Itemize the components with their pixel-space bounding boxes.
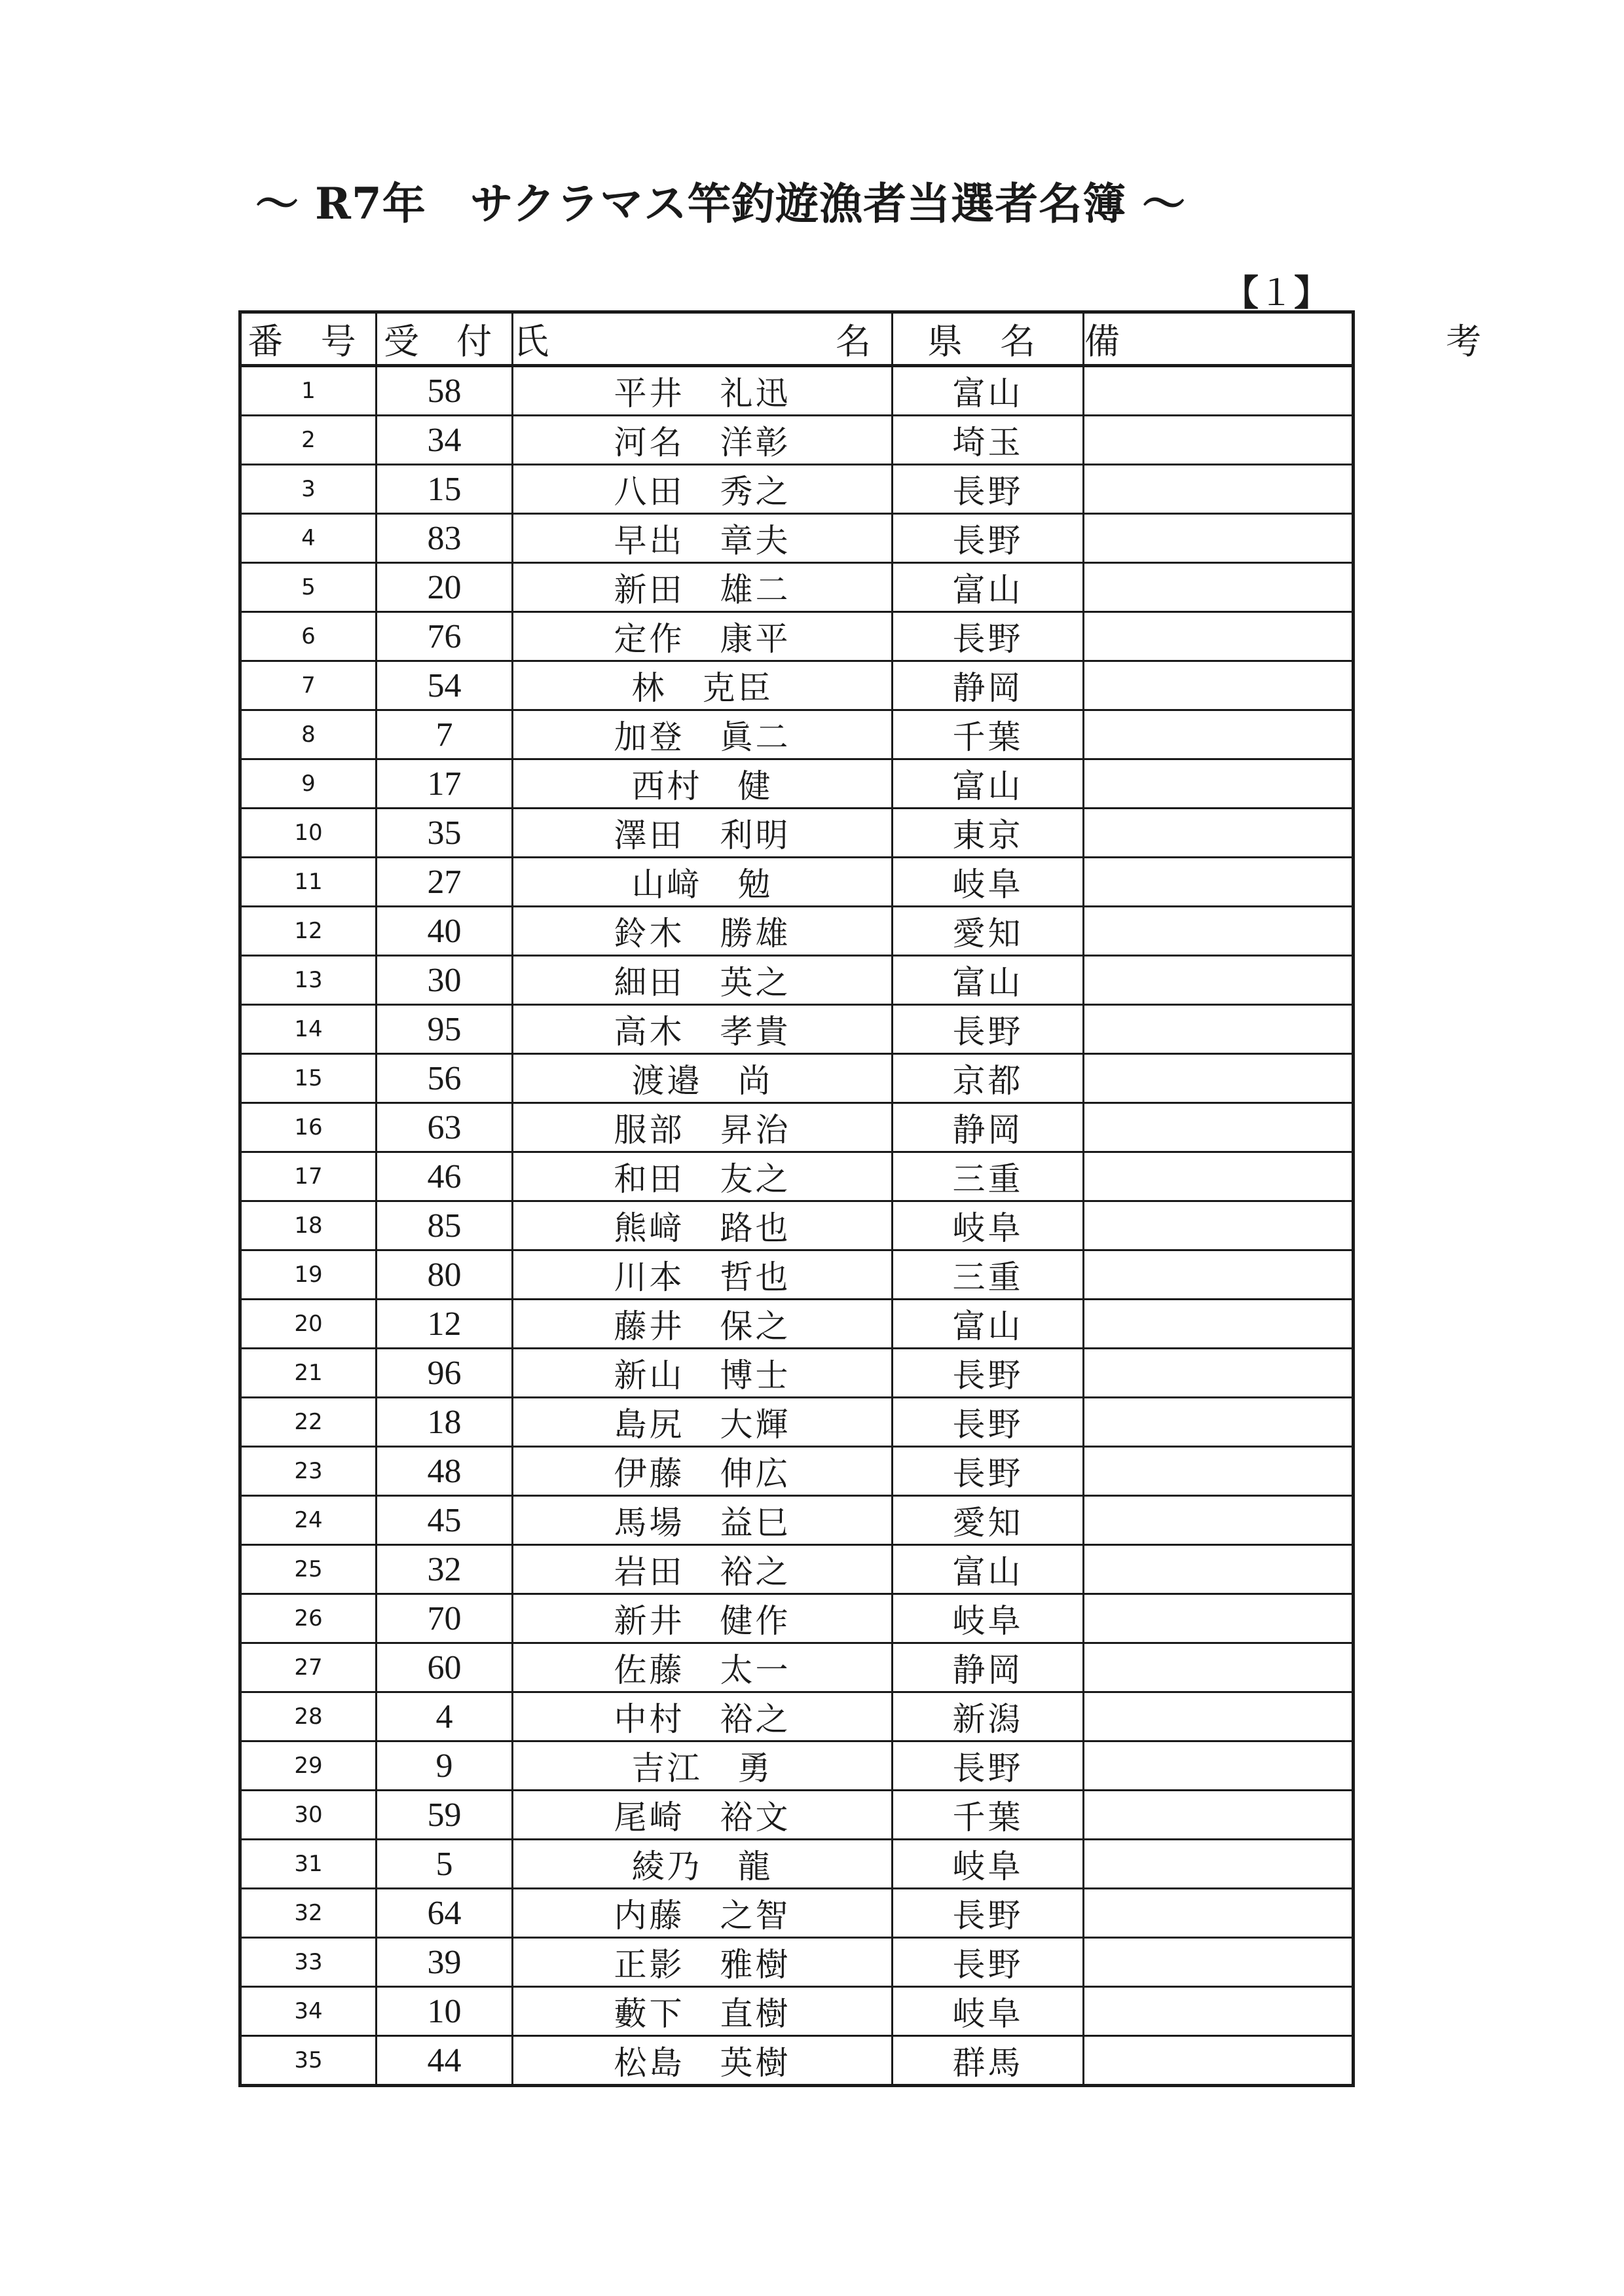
row-number: 3	[240, 465, 377, 514]
table-row	[240, 465, 1354, 514]
remarks-cell	[1084, 1447, 1354, 1496]
table-row	[240, 1594, 1354, 1643]
person-name: 尾崎 裕文	[513, 1791, 893, 1840]
table-row	[240, 612, 1354, 661]
receipt-number: 96	[377, 1349, 513, 1398]
person-name: 新井 健作	[513, 1594, 893, 1643]
receipt-number: 12	[377, 1300, 513, 1349]
table-row	[240, 416, 1354, 465]
receipt-number: 34	[377, 416, 513, 465]
remarks-cell	[1084, 809, 1354, 858]
receipt-number: 83	[377, 514, 513, 563]
table-row	[240, 1791, 1354, 1840]
prefecture-name: 岐阜	[893, 1840, 1084, 1889]
header-remarks: 備 考	[1084, 312, 1354, 366]
remarks-cell	[1084, 366, 1354, 416]
page-number-marker	[1223, 265, 1354, 316]
row-number: 28	[240, 1692, 377, 1741]
row-number: 24	[240, 1496, 377, 1545]
row-number: 27	[240, 1643, 377, 1692]
person-name: 伊藤 伸広	[513, 1447, 893, 1496]
remarks-cell	[1084, 1349, 1354, 1398]
person-name: 正影 雅樹	[513, 1938, 893, 1987]
remarks-cell	[1084, 1889, 1354, 1938]
person-name: 定作 康平	[513, 612, 893, 661]
prefecture-name: 岐阜	[893, 1201, 1084, 1250]
remarks-cell	[1084, 1300, 1354, 1349]
prefecture-name: 愛知	[893, 907, 1084, 956]
remarks-cell	[1084, 1496, 1354, 1545]
prefecture-name: 長野	[893, 612, 1084, 661]
person-name: 服部 昇治	[513, 1103, 893, 1152]
row-number: 7	[240, 661, 377, 710]
table-row	[240, 858, 1354, 907]
receipt-number: 76	[377, 612, 513, 661]
receipt-number: 39	[377, 1938, 513, 1987]
header-name: 氏 名	[513, 312, 893, 366]
prefecture-name: 三重	[893, 1152, 1084, 1201]
prefecture-name: 長野	[893, 1349, 1084, 1398]
prefecture-name: 千葉	[893, 710, 1084, 759]
row-number: 14	[240, 1005, 377, 1054]
row-number: 25	[240, 1545, 377, 1594]
row-number: 5	[240, 563, 377, 612]
table-row	[240, 2036, 1354, 2086]
remarks-cell	[1084, 1987, 1354, 2036]
row-number: 35	[240, 2036, 377, 2086]
table-row	[240, 1398, 1354, 1447]
row-number: 20	[240, 1300, 377, 1349]
prefecture-name: 長野	[893, 1938, 1084, 1987]
receipt-number: 64	[377, 1889, 513, 1938]
receipt-number: 40	[377, 907, 513, 956]
person-name: 細田 英之	[513, 956, 893, 1005]
person-name: 山﨑 勉	[513, 858, 893, 907]
person-name: 内藤 之智	[513, 1889, 893, 1938]
receipt-number: 30	[377, 956, 513, 1005]
row-number: 2	[240, 416, 377, 465]
receipt-number: 17	[377, 759, 513, 809]
remarks-cell	[1084, 416, 1354, 465]
receipt-number: 60	[377, 1643, 513, 1692]
table-row	[240, 1152, 1354, 1201]
table-row	[240, 1300, 1354, 1349]
remarks-cell	[1084, 1398, 1354, 1447]
prefecture-name: 埼玉	[893, 416, 1084, 465]
table-row	[240, 710, 1354, 759]
row-number: 34	[240, 1987, 377, 2036]
remarks-cell	[1084, 1103, 1354, 1152]
prefecture-name: 京都	[893, 1054, 1084, 1103]
row-number: 16	[240, 1103, 377, 1152]
person-name: 佐藤 太一	[513, 1643, 893, 1692]
document-title: ～ R7年 サクラマス竿釣遊漁者当選者名簿 ～	[255, 178, 1187, 229]
person-name: 八田 秀之	[513, 465, 893, 514]
person-name: 吉江 勇	[513, 1741, 893, 1791]
row-number: 31	[240, 1840, 377, 1889]
person-name: 松島 英樹	[513, 2036, 893, 2086]
remarks-cell	[1084, 1840, 1354, 1889]
row-number: 21	[240, 1349, 377, 1398]
receipt-number: 27	[377, 858, 513, 907]
person-name: 岩田 裕之	[513, 1545, 893, 1594]
row-number: 30	[240, 1791, 377, 1840]
remarks-cell	[1084, 1005, 1354, 1054]
prefecture-name: 三重	[893, 1250, 1084, 1300]
person-name: 渡邉 尚	[513, 1054, 893, 1103]
remarks-cell	[1084, 1250, 1354, 1300]
prefecture-name: 富山	[893, 1300, 1084, 1349]
table-row	[240, 1643, 1354, 1692]
remarks-cell	[1084, 907, 1354, 956]
prefecture-name: 静岡	[893, 1643, 1084, 1692]
person-name: 藤井 保之	[513, 1300, 893, 1349]
row-number: 11	[240, 858, 377, 907]
receipt-number: 9	[377, 1741, 513, 1791]
header-prefecture: 県 名	[893, 312, 1084, 366]
row-number: 19	[240, 1250, 377, 1300]
person-name: 林 克臣	[513, 661, 893, 710]
prefecture-name: 岐阜	[893, 1594, 1084, 1643]
table-row	[240, 1447, 1354, 1496]
row-number: 8	[240, 710, 377, 759]
person-name: 藪下 直樹	[513, 1987, 893, 2036]
remarks-cell	[1084, 2036, 1354, 2086]
prefecture-name: 長野	[893, 1398, 1084, 1447]
row-number: 23	[240, 1447, 377, 1496]
prefecture-name: 長野	[893, 1741, 1084, 1791]
receipt-number: 95	[377, 1005, 513, 1054]
person-name: 加登 眞二	[513, 710, 893, 759]
table-row	[240, 1889, 1354, 1938]
remarks-cell	[1084, 1938, 1354, 1987]
prefecture-name: 長野	[893, 1447, 1084, 1496]
table-row	[240, 1349, 1354, 1398]
table-row	[240, 1054, 1354, 1103]
person-name: 河名 洋彰	[513, 416, 893, 465]
remarks-cell	[1084, 1643, 1354, 1692]
winners-table	[238, 310, 1566, 2087]
row-number: 29	[240, 1741, 377, 1791]
prefecture-name: 岐阜	[893, 858, 1084, 907]
row-number: 26	[240, 1594, 377, 1643]
remarks-cell	[1084, 1692, 1354, 1741]
person-name: 鈴木 勝雄	[513, 907, 893, 956]
remarks-cell	[1084, 1791, 1354, 1840]
table-row	[240, 1103, 1354, 1152]
remarks-cell	[1084, 563, 1354, 612]
prefecture-name: 愛知	[893, 1496, 1084, 1545]
person-name: 中村 裕之	[513, 1692, 893, 1741]
receipt-number: 10	[377, 1987, 513, 2036]
prefecture-name: 群馬	[893, 2036, 1084, 2086]
row-number: 1	[240, 366, 377, 416]
row-number: 12	[240, 907, 377, 956]
table-row	[240, 514, 1354, 563]
table-row	[240, 1496, 1354, 1545]
person-name: 高木 孝貴	[513, 1005, 893, 1054]
prefecture-name: 富山	[893, 1545, 1084, 1594]
person-name: 新山 博士	[513, 1349, 893, 1398]
receipt-number: 46	[377, 1152, 513, 1201]
prefecture-name: 長野	[893, 465, 1084, 514]
person-name: 馬場 益巳	[513, 1496, 893, 1545]
receipt-number: 58	[377, 366, 513, 416]
header-number: 番 号	[240, 312, 377, 366]
prefecture-name: 東京	[893, 809, 1084, 858]
table-row	[240, 366, 1354, 416]
row-number: 6	[240, 612, 377, 661]
page-number: １	[1259, 272, 1294, 314]
receipt-number: 54	[377, 661, 513, 710]
person-name: 西村 健	[513, 759, 893, 809]
row-number: 4	[240, 514, 377, 563]
receipt-number: 63	[377, 1103, 513, 1152]
table-row	[240, 1987, 1354, 2036]
table-row	[240, 1840, 1354, 1889]
row-number: 10	[240, 809, 377, 858]
table-row	[240, 661, 1354, 710]
row-number: 18	[240, 1201, 377, 1250]
receipt-number: 5	[377, 1840, 513, 1889]
remarks-cell	[1084, 858, 1354, 907]
prefecture-name: 長野	[893, 1889, 1084, 1938]
prefecture-name: 静岡	[893, 661, 1084, 710]
receipt-number: 4	[377, 1692, 513, 1741]
prefecture-name: 静岡	[893, 1103, 1084, 1152]
receipt-number: 70	[377, 1594, 513, 1643]
remarks-cell	[1084, 759, 1354, 809]
remarks-cell	[1084, 710, 1354, 759]
remarks-cell	[1084, 1594, 1354, 1643]
prefecture-name: 富山	[893, 563, 1084, 612]
remarks-cell	[1084, 1741, 1354, 1791]
receipt-number: 20	[377, 563, 513, 612]
receipt-number: 80	[377, 1250, 513, 1300]
receipt-number: 44	[377, 2036, 513, 2086]
receipt-number: 18	[377, 1398, 513, 1447]
receipt-number: 48	[377, 1447, 513, 1496]
person-name: 川本 哲也	[513, 1250, 893, 1300]
table-row	[240, 809, 1354, 858]
table-row	[240, 1201, 1354, 1250]
table-row	[240, 1938, 1354, 1987]
prefecture-name: 富山	[893, 366, 1084, 416]
prefecture-name: 長野	[893, 514, 1084, 563]
receipt-number: 85	[377, 1201, 513, 1250]
receipt-number: 7	[377, 710, 513, 759]
table-row	[240, 563, 1354, 612]
prefecture-name: 富山	[893, 956, 1084, 1005]
row-number: 32	[240, 1889, 377, 1938]
remarks-cell	[1084, 1054, 1354, 1103]
remarks-cell	[1084, 1152, 1354, 1201]
table-row	[240, 907, 1354, 956]
prefecture-name: 千葉	[893, 1791, 1084, 1840]
receipt-number: 45	[377, 1496, 513, 1545]
person-name: 平井 礼迅	[513, 366, 893, 416]
table-row	[240, 1692, 1354, 1741]
receipt-number: 59	[377, 1791, 513, 1840]
row-number: 9	[240, 759, 377, 809]
prefecture-name: 富山	[893, 759, 1084, 809]
person-name: 早出 章夫	[513, 514, 893, 563]
receipt-number: 35	[377, 809, 513, 858]
remarks-cell	[1084, 612, 1354, 661]
receipt-number: 56	[377, 1054, 513, 1103]
table-row	[240, 1005, 1354, 1054]
row-number: 22	[240, 1398, 377, 1447]
table-row	[240, 1250, 1354, 1300]
table-row	[240, 956, 1354, 1005]
remarks-cell	[1084, 1201, 1354, 1250]
remarks-cell	[1084, 465, 1354, 514]
person-name: 綾乃 龍	[513, 1840, 893, 1889]
row-number: 17	[240, 1152, 377, 1201]
table-header-row	[240, 312, 1354, 366]
person-name: 和田 友之	[513, 1152, 893, 1201]
person-name: 新田 雄二	[513, 563, 893, 612]
remarks-cell	[1084, 514, 1354, 563]
person-name: 島尻 大輝	[513, 1398, 893, 1447]
table-body	[240, 366, 1354, 2086]
receipt-number: 15	[377, 465, 513, 514]
row-number: 33	[240, 1938, 377, 1987]
row-number: 15	[240, 1054, 377, 1103]
person-name: 澤田 利明	[513, 809, 893, 858]
remarks-cell	[1084, 661, 1354, 710]
table-row	[240, 1545, 1354, 1594]
page-bracket-close: 】	[1294, 272, 1329, 314]
person-name: 熊﨑 路也	[513, 1201, 893, 1250]
row-number: 13	[240, 956, 377, 1005]
table-row	[240, 1741, 1354, 1791]
remarks-cell	[1084, 956, 1354, 1005]
prefecture-name: 新潟	[893, 1692, 1084, 1741]
prefecture-name: 岐阜	[893, 1987, 1084, 2036]
receipt-number: 32	[377, 1545, 513, 1594]
page-bracket-open: 【	[1223, 272, 1259, 314]
prefecture-name: 長野	[893, 1005, 1084, 1054]
header-receipt: 受 付	[377, 312, 513, 366]
table-row	[240, 759, 1354, 809]
remarks-cell	[1084, 1545, 1354, 1594]
